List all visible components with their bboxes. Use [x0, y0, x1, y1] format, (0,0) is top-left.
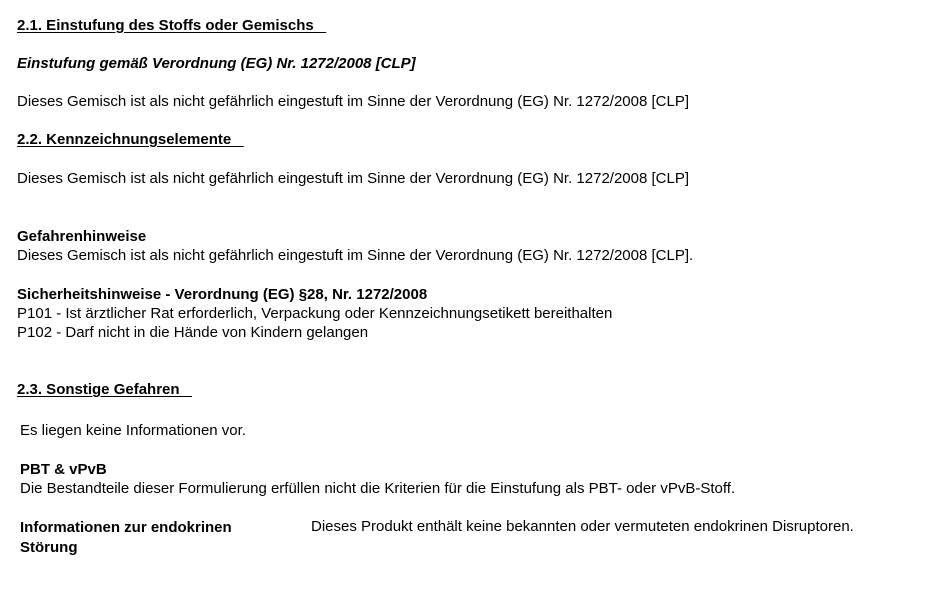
hazard-statements-text: Dieses Gemisch ist als nicht gefährlich eingestuft im Sinne der Verordnung (EG) Nr. 1272/2008 [CLP].: [17, 247, 694, 264]
precautionary-statements-label: Sicherheitshinweise - Verordnung (EG) §28, Nr. 1272/2008: [17, 286, 428, 303]
section-2-3-text: Es liegen keine Informationen vor.: [20, 422, 246, 439]
hazard-statements-label: Gefahrenhinweise: [17, 228, 147, 245]
endocrine-label: Informationen zur endokrinen Störung: [20, 519, 232, 556]
section-2-2-text: Dieses Gemisch ist als nicht gefährlich eingestuft im Sinne der Verordnung (EG) Nr. 1272/2008 [CLP]: [17, 170, 690, 187]
section-2-2-heading: 2.2. Kennzeichnungselemente: [17, 131, 244, 148]
section-2-1-heading: 2.1. Einstufung des Stoffs oder Gemischs: [17, 17, 327, 34]
section-2-1-subheading: Einstufung gemäß Verordnung (EG) Nr. 1272/2008 [CLP]: [17, 55, 416, 72]
section-2-1-text: Dieses Gemisch ist als nicht gefährlich eingestuft im Sinne der Verordnung (EG) Nr. 1272/2008 [CLP]: [17, 93, 690, 110]
pbt-vpvb-label: PBT & vPvB: [20, 461, 107, 478]
precautionary-statement-p101: P101 - Ist ärztlicher Rat erforderlich, Verpackung oder Kennzeichnungsetikett bereithalten: [17, 305, 613, 322]
section-2-3-heading: 2.3. Sonstige Gefahren: [17, 381, 193, 398]
endocrine-text: Dieses Produkt enthält keine bekannten oder vermuteten endokrinen Disruptoren.: [311, 518, 854, 535]
pbt-vpvb-text: Die Bestandteile dieser Formulierung erfüllen nicht die Kriterien für die Einstufung als PBT- oder vPvB-Stoff.: [20, 480, 736, 497]
precautionary-statement-p102: P102 - Darf nicht in die Hände von Kindern gelangen: [17, 324, 369, 341]
